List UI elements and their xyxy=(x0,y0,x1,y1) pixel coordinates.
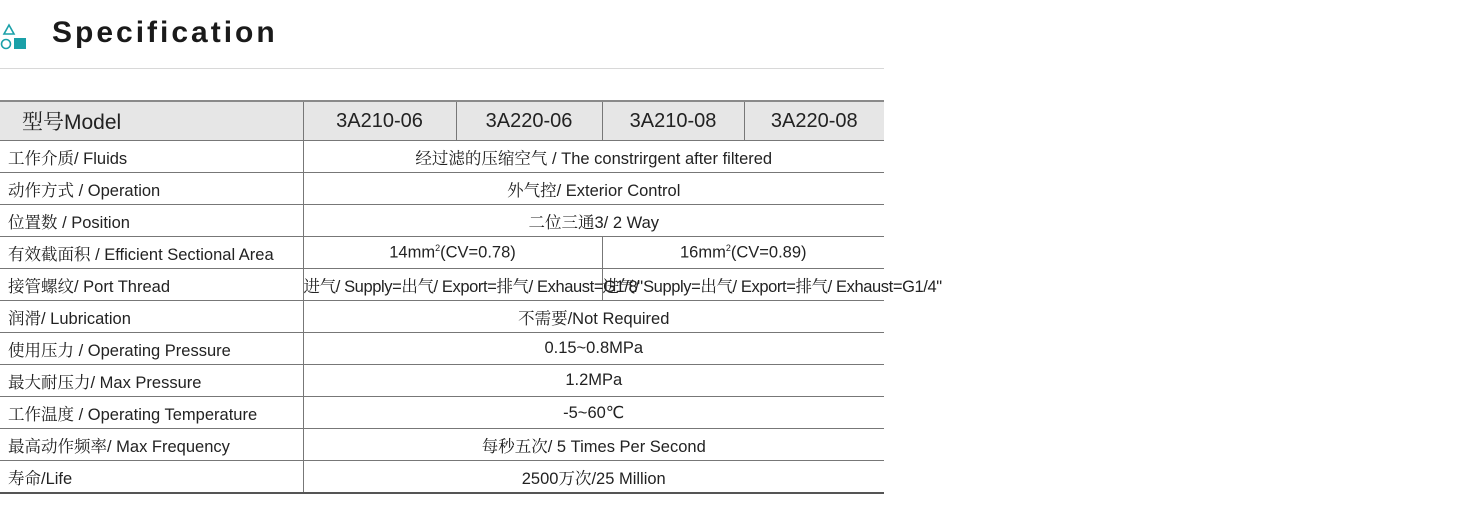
row-label: 使用压力 / Operating Pressure xyxy=(0,333,303,365)
shapes-icon xyxy=(0,24,30,50)
row-label: 最高动作频率/ Max Frequency xyxy=(0,429,303,461)
row-label: 工作介质/ Fluids xyxy=(0,141,303,173)
row-value: 1.2MPa xyxy=(303,365,884,397)
area-value: 16mm xyxy=(679,243,726,262)
row-label: 润滑/ Lubrication xyxy=(0,301,303,333)
table-row xyxy=(0,269,884,301)
table-row xyxy=(0,333,884,365)
row-label: 最大耐压力/ Max Pressure xyxy=(0,365,303,397)
row-value: 每秒五次/ 5 Times Per Second xyxy=(303,429,884,461)
table-row xyxy=(0,365,884,397)
area-value: 14mm xyxy=(389,243,436,262)
row-label: 动作方式 / Operation xyxy=(0,173,303,205)
row-value: 0.15~0.8MPa xyxy=(303,333,884,365)
row-value: 外气控/ Exterior Control xyxy=(303,173,884,205)
row-value-06 xyxy=(303,237,602,269)
row-value: 不需要/Not Required xyxy=(303,301,884,333)
page-title: Specification xyxy=(52,16,278,49)
model-cell: 3A210-06 xyxy=(303,101,456,141)
model-cell: 3A210-08 xyxy=(602,101,744,141)
table-row xyxy=(0,205,884,237)
header-divider xyxy=(0,68,884,69)
table-row xyxy=(0,397,884,429)
area-cv: (CV=0.78) xyxy=(440,243,516,262)
row-value: 二位三通3/ 2 Way xyxy=(303,205,884,237)
row-label: 工作温度 / Operating Temperature xyxy=(0,397,303,429)
table-row xyxy=(0,429,884,461)
area-exponent: 2 xyxy=(435,242,441,253)
row-label: 位置数 / Position xyxy=(0,205,303,237)
row-value: 2500万次/25 Million xyxy=(303,461,884,494)
model-cell: 3A220-08 xyxy=(744,101,884,141)
specification-table xyxy=(0,100,942,494)
row-value: -5~60℃ xyxy=(303,397,884,429)
table-row xyxy=(0,141,884,173)
row-value-08: 进气/ Supply=出气/ Export=排气/ Exhaust=G1/4" xyxy=(602,269,884,301)
row-label: 寿命/Life xyxy=(0,461,303,494)
row-value-06: 进气/ Supply=出气/ Export=排气/ Exhaust=G1/8" xyxy=(303,269,602,301)
row-label: 接管螺纹/ Port Thread xyxy=(0,269,303,301)
section-header xyxy=(0,0,884,70)
row-value: 经过滤的压缩空气 / The constrirgent after filtered xyxy=(303,141,884,173)
area-exponent: 2 xyxy=(725,242,731,253)
area-cv: (CV=0.89) xyxy=(730,243,807,262)
row-label: 有效截面积 / Efficient Sectional Area xyxy=(0,237,303,269)
model-label: 型号Model xyxy=(0,101,303,141)
table-row xyxy=(0,237,884,269)
table-row xyxy=(0,461,884,494)
table-row xyxy=(0,173,884,205)
table-header-row xyxy=(0,101,884,141)
table-row xyxy=(0,301,884,333)
model-cell: 3A220-06 xyxy=(456,101,602,141)
row-value-08 xyxy=(602,237,884,269)
